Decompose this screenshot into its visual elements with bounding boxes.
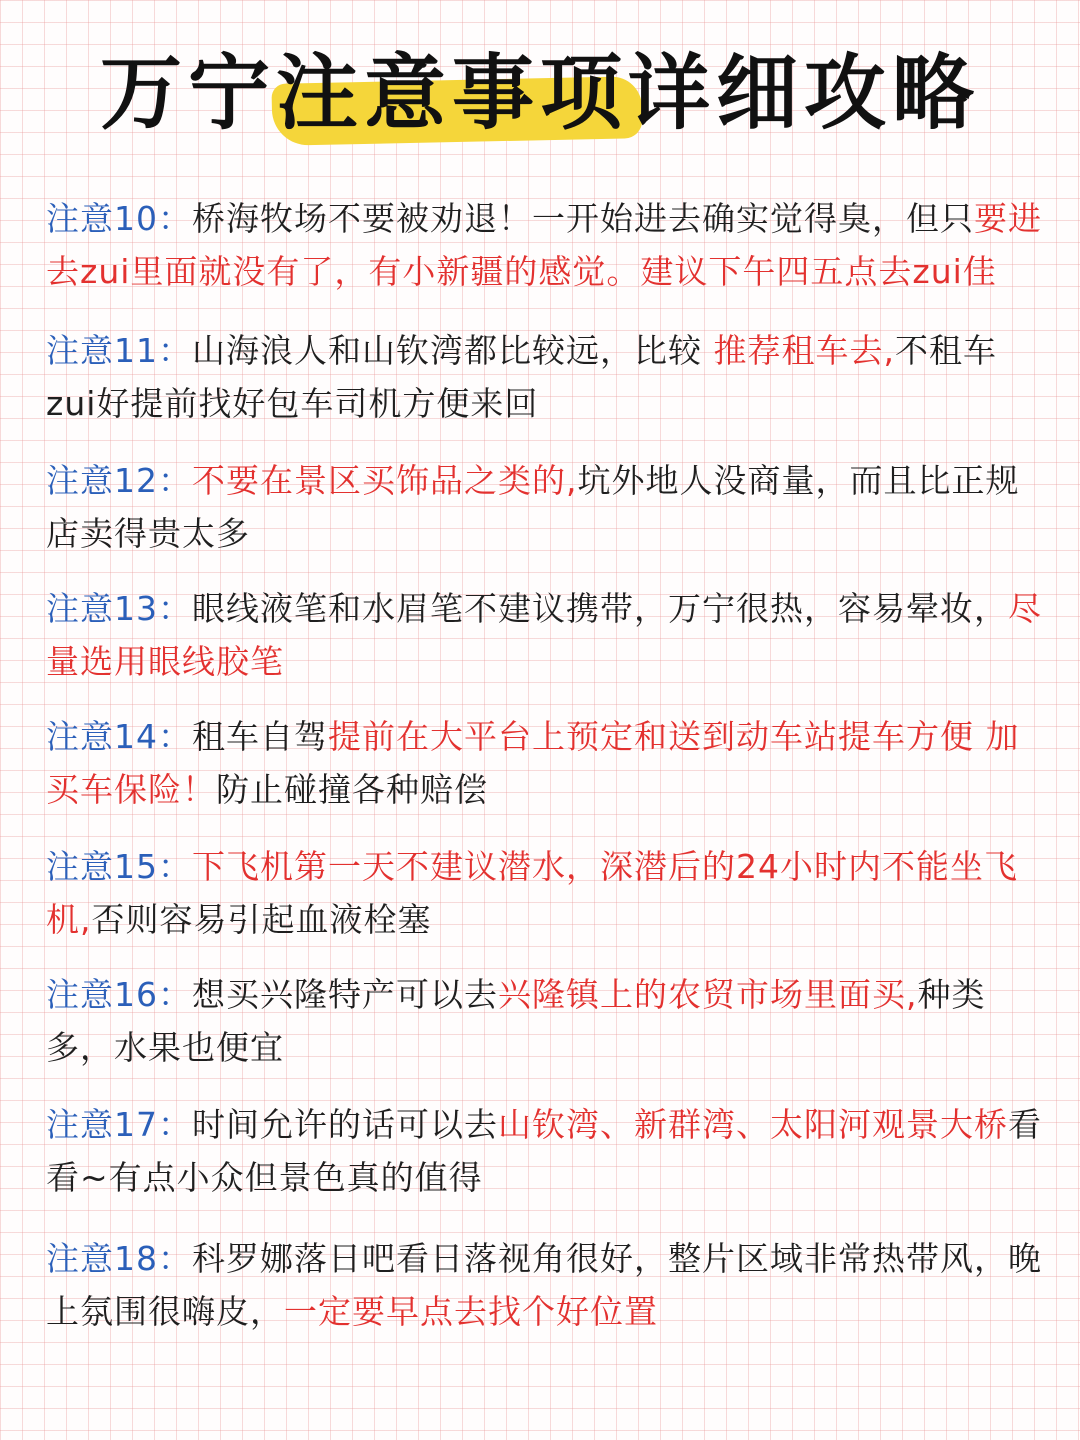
note-label: 注意15： xyxy=(46,847,192,886)
note-text-highlight: 兴隆镇上的农贸市场里面买, xyxy=(498,975,918,1014)
note-label: 注意12： xyxy=(46,461,192,500)
note-label: 注意11： xyxy=(46,331,192,370)
note-item xyxy=(46,710,1046,816)
note-text: 租车自驾 xyxy=(192,717,328,756)
note-text-highlight: 要进去zui里面就没有了，有小新疆的感觉。建议下午四五点去zui佳 xyxy=(46,199,1042,291)
note-item xyxy=(46,1232,1046,1338)
note-item xyxy=(46,192,1046,298)
note-text-highlight: 下飞机第一天不建议潜水，深潜后的24小时内不能坐飞机, xyxy=(46,847,1018,939)
note-text-highlight: 不要在景区买饰品之类的, xyxy=(192,461,578,500)
note-text: 桥海牧场不要被劝退！一开始进去确实觉得臭，但只 xyxy=(192,199,974,238)
title-area xyxy=(0,40,1080,150)
note-text: 不租车zui好提前找好包车司机方便来回 xyxy=(46,331,997,423)
note-text: 时间允许的话可以去 xyxy=(192,1105,498,1144)
note-text-highlight: 尽量选用眼线胶笔 xyxy=(46,589,1042,681)
note-text: 想买兴隆特产可以去 xyxy=(192,975,498,1014)
note-text: 坑外地人没商量，而且比正规店卖得贵太多 xyxy=(46,461,1020,553)
note-item xyxy=(46,582,1046,688)
note-text: 眼线液笔和水眉笔不建议携带，万宁很热，容易晕妆， xyxy=(192,589,1008,628)
note-item xyxy=(46,840,1046,946)
note-label: 注意14： xyxy=(46,717,192,756)
notes-list xyxy=(46,192,1046,1338)
note-text: 科罗娜落日吧看日落视角很好，整片区域非常热带风，晚上氛围很嗨皮， xyxy=(46,1239,1042,1331)
note-label: 注意10： xyxy=(46,199,192,238)
note-item xyxy=(46,1098,1046,1204)
note-text-highlight: 提前在大平台上预定和送到动车站提车方便 加买车保险！ xyxy=(46,717,1020,809)
note-label: 注意16： xyxy=(46,975,192,1014)
note-text-highlight: 山钦湾、新群湾、太阳河观景大桥 xyxy=(498,1105,1008,1144)
note-text-highlight: 推荐租车去, xyxy=(713,331,895,370)
note-text: 否则容易引起血液栓塞 xyxy=(91,900,432,939)
note-item xyxy=(46,324,1046,430)
note-text: 防止碰撞各种赔偿 xyxy=(216,770,488,809)
note-text: 看看~有点小众但景色真的值得 xyxy=(46,1105,1042,1197)
note-item xyxy=(46,968,1046,1074)
note-text: 山海浪人和山钦湾都比较远，比较 xyxy=(192,331,714,370)
note-label: 注意13： xyxy=(46,589,192,628)
page-title: 万宁注意事项详细攻略 xyxy=(99,46,980,141)
note-text-highlight: 一定要早点去找个好位置 xyxy=(284,1292,658,1331)
note-item xyxy=(46,454,1046,560)
note-label: 注意18： xyxy=(46,1239,192,1278)
note-label: 注意17： xyxy=(46,1105,192,1144)
note-text: 种类多，水果也便宜 xyxy=(46,975,986,1067)
